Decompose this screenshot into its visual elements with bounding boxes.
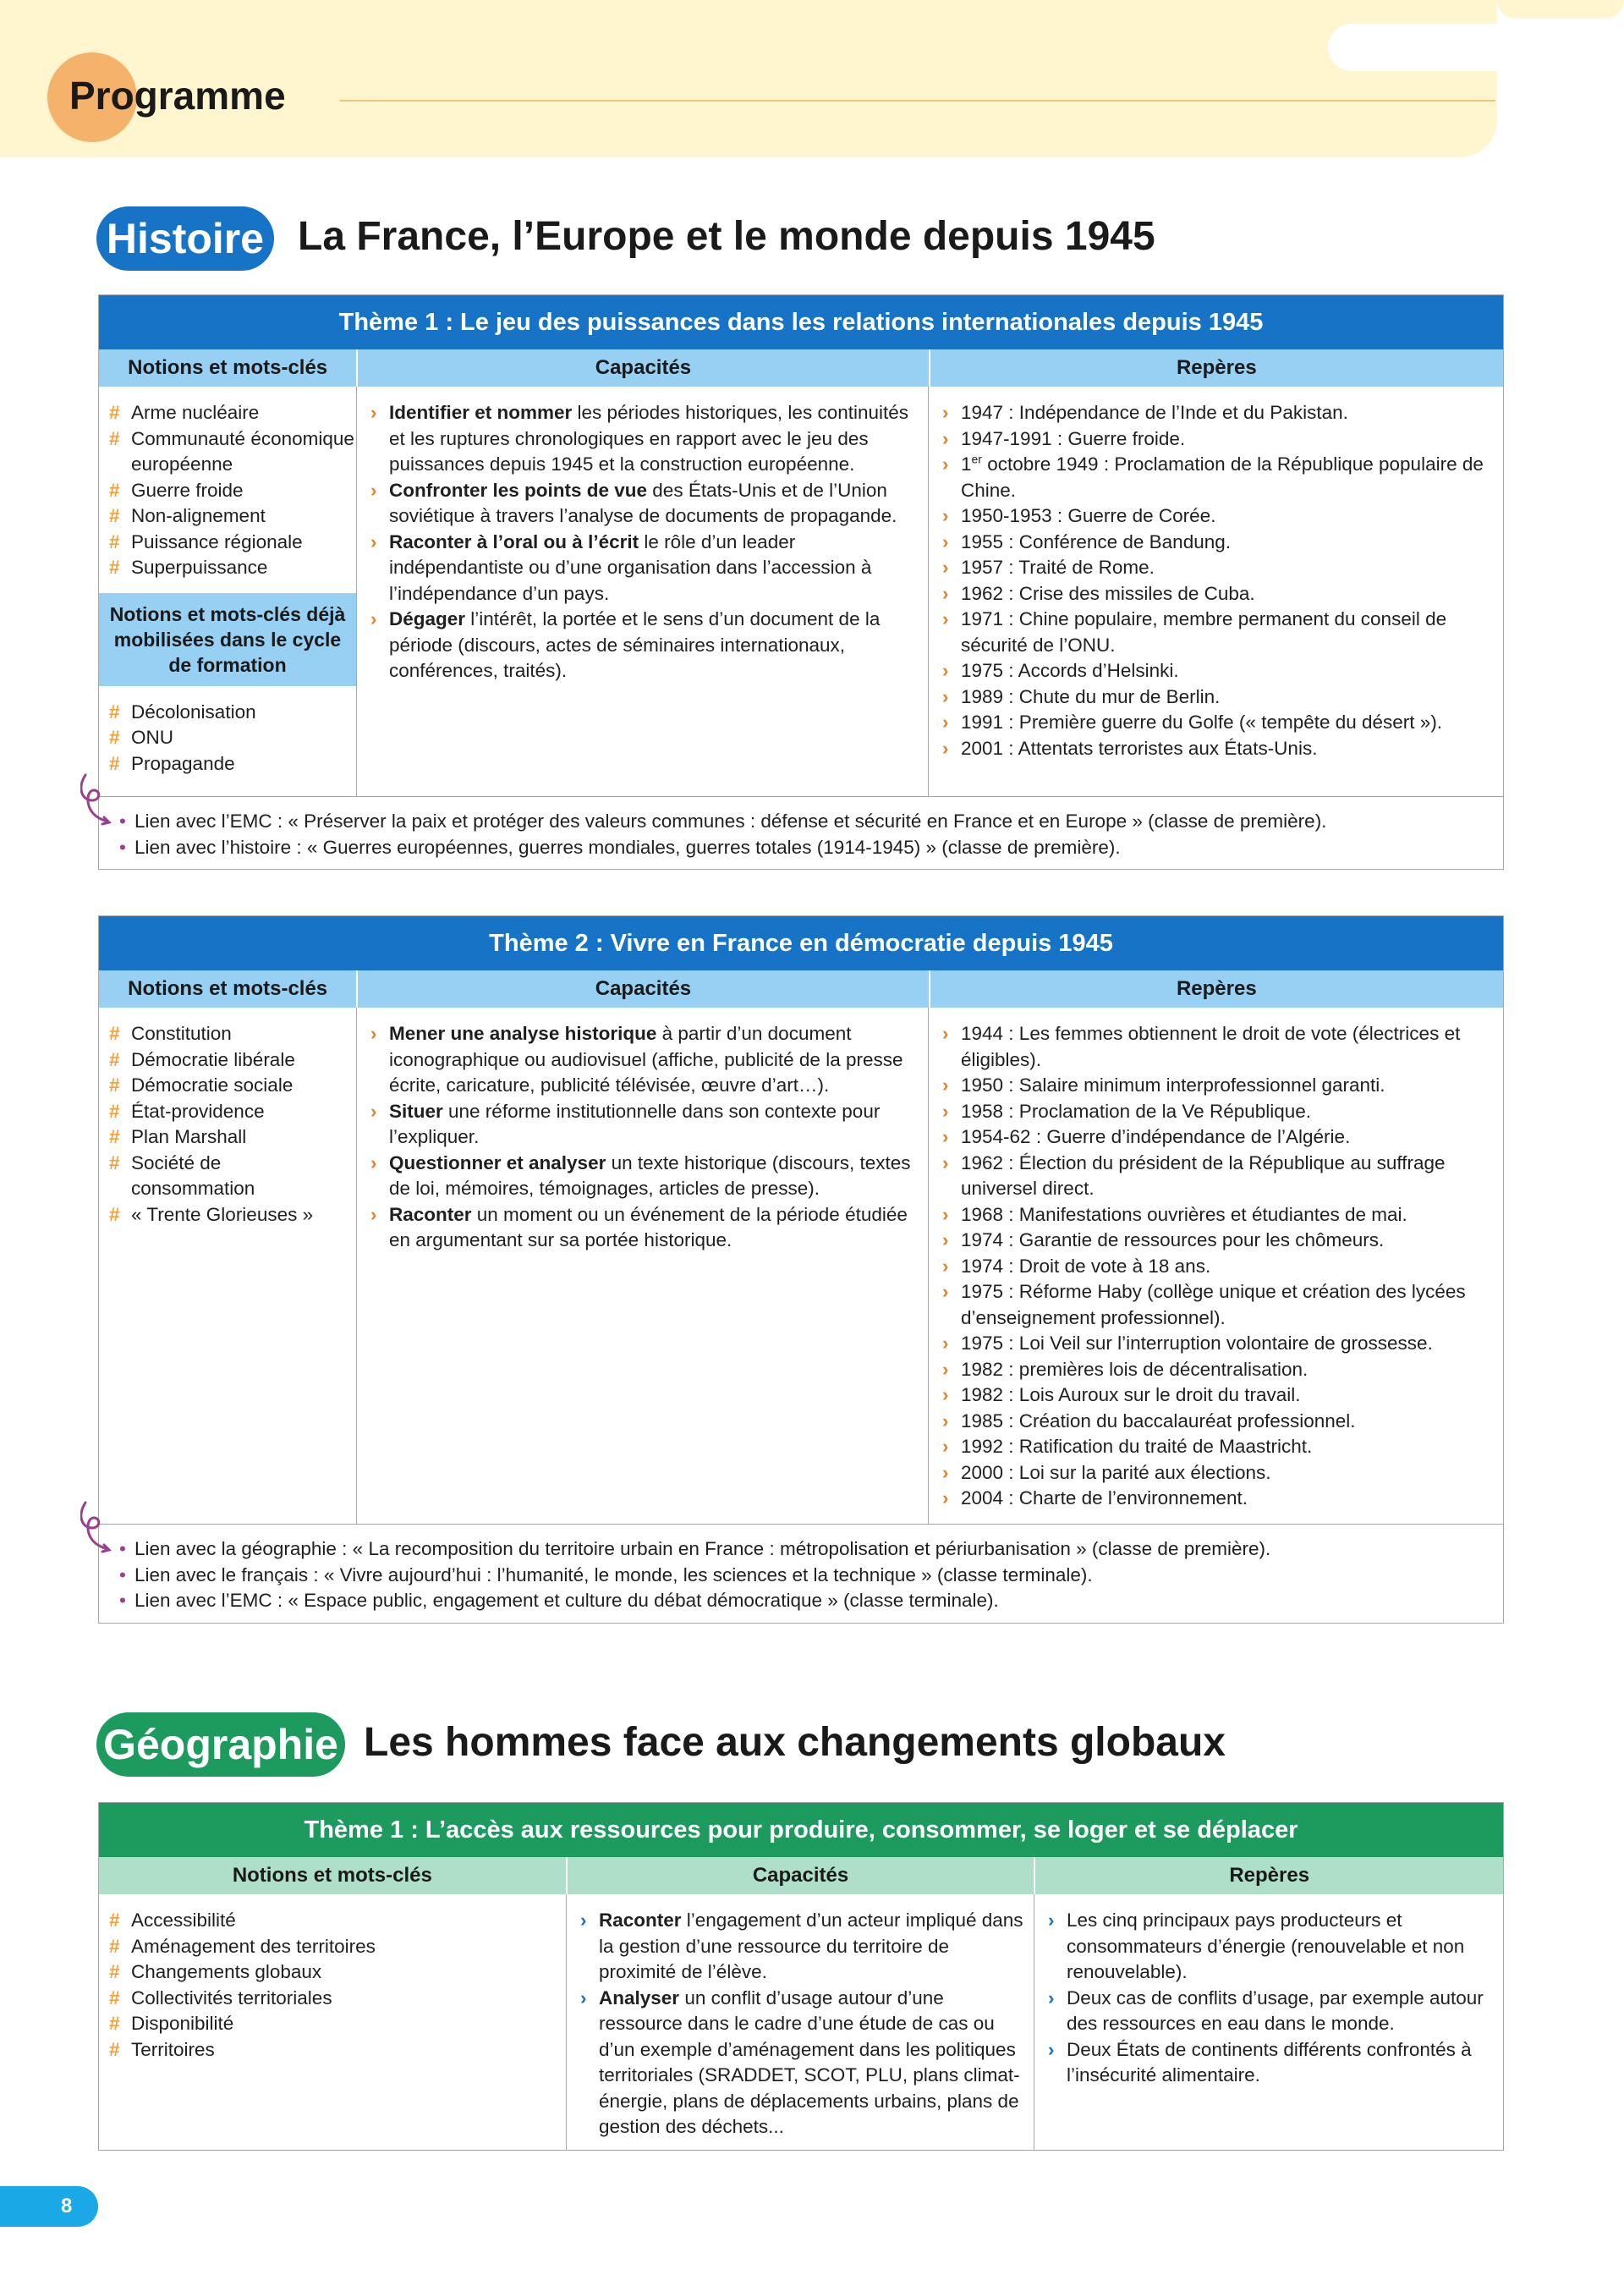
col-notions: Notions et mots-clés bbox=[99, 970, 358, 1008]
col-reperes: Repères bbox=[1035, 1857, 1503, 1894]
notion-item: # Propagande bbox=[109, 751, 346, 778]
notions-cell bbox=[99, 387, 357, 796]
capacite-item bbox=[367, 1021, 918, 1099]
notion-item: # Collectivités territoriales bbox=[109, 1986, 556, 2012]
repere-item: › 1954-62 : Guerre d’indépendance de l’Algérie. bbox=[939, 1124, 1493, 1151]
repere-item: › 1968 : Manifestations ouvrières et étudiantes de mai. bbox=[939, 1202, 1493, 1228]
capacite-text: l’engagement d’un acteur impliqué dans la gestion d’une ressource du territoire de proximité de l’élève. bbox=[599, 1910, 1023, 1982]
repere-item: › 1985 : Création du baccalauréat professionnel. bbox=[939, 1409, 1493, 1435]
col-notions: Notions et mots-clés bbox=[99, 349, 358, 387]
histoire-theme1-table bbox=[98, 294, 1504, 870]
capacite-verb: Questionner et analyser bbox=[389, 1151, 606, 1173]
repere-item: › 1944 : Les femmes obtiennent le droit de vote (électrices et éligibles). bbox=[939, 1021, 1493, 1073]
capacite-text: des États-Unis et de l’Union soviétique à travers l’analyse de documents de propagande. bbox=[389, 479, 897, 526]
capacites-cell bbox=[567, 1894, 1034, 2150]
notion-item: # État-providence bbox=[109, 1099, 346, 1125]
capacite-item bbox=[367, 530, 918, 607]
mobilised-notions-title: Notions et mots-clés déjà mobilisées dans le cycle de formation bbox=[99, 593, 356, 686]
notion-item: # Décolonisation bbox=[109, 700, 346, 726]
notion-item: # Accessibilité bbox=[109, 1908, 556, 1934]
mobilised-notions-list bbox=[109, 700, 346, 778]
capacite-verb: Raconter bbox=[389, 1203, 472, 1225]
notion-item: # Démocratie libérale bbox=[109, 1047, 346, 1074]
repere-item: › 1958 : Proclamation de la Ve République. bbox=[939, 1099, 1493, 1125]
notions-list bbox=[109, 1908, 556, 2063]
header-rule bbox=[340, 100, 1495, 102]
ordinal-suffix: er bbox=[971, 452, 982, 466]
capacite-text: l’intérêt, la portée et le sens d’un document de la période (discours, actes de séminaires internationaux, conférences, traités). bbox=[389, 608, 881, 681]
capacite-item bbox=[577, 1986, 1023, 2140]
capacites-list bbox=[577, 1908, 1023, 2140]
geographie-theme1-table bbox=[98, 1802, 1504, 2151]
notions-cell bbox=[99, 1008, 357, 1524]
capacite-verb: Situer bbox=[389, 1100, 443, 1122]
notion-item: # Disponibilité bbox=[109, 2011, 556, 2037]
lien-item: • Lien avec l’EMC : « Préserver la paix et protéger des valeurs communes : défense et sécurité en France et en Europe » (classe de première). bbox=[119, 809, 1490, 835]
reperes-list bbox=[939, 400, 1493, 761]
column-headers bbox=[99, 970, 1503, 1008]
capacite-item bbox=[367, 478, 918, 530]
page-number-tab bbox=[0, 2186, 98, 2227]
repere-date-part: 1 bbox=[961, 453, 972, 475]
notions-list bbox=[109, 1021, 346, 1228]
liens-block bbox=[99, 1524, 1503, 1623]
notion-item: # Communauté économique européenne bbox=[109, 426, 346, 478]
notion-item: # Changements globaux bbox=[109, 1959, 556, 1986]
lien-item: • Lien avec l’histoire : « Guerres européennes, guerres mondiales, guerres totales (1914-1945) » (classe de première). bbox=[119, 835, 1490, 861]
histoire-label: Histoire bbox=[96, 206, 274, 271]
capacite-text: un texte historique (discours, textes de loi, mémoires, témoignages, articles de presse). bbox=[389, 1151, 911, 1199]
notion-item: # Aménagement des territoires bbox=[109, 1934, 556, 1960]
histoire-theme2-table bbox=[98, 915, 1504, 1624]
repere-item: › 1962 : Crise des missiles de Cuba. bbox=[939, 581, 1493, 607]
capacite-item bbox=[367, 1151, 918, 1202]
col-capacites: Capacités bbox=[358, 970, 930, 1008]
link-swirl-icon bbox=[80, 772, 118, 827]
col-notions: Notions et mots-clés bbox=[99, 1857, 568, 1894]
reperes-cell bbox=[929, 1008, 1503, 1524]
capacites-list bbox=[367, 1021, 918, 1254]
header-decoration bbox=[1328, 24, 1573, 71]
reperes-cell bbox=[1034, 1894, 1503, 2150]
repere-item: › 1947-1991 : Guerre froide. bbox=[939, 426, 1493, 453]
repere-item: › 1950-1953 : Guerre de Corée. bbox=[939, 503, 1493, 530]
repere-item: › 1974 : Garantie de ressources pour les chômeurs. bbox=[939, 1228, 1493, 1254]
repere-item: › Deux cas de conflits d’usage, par exemple autour des ressources en eau dans le monde. bbox=[1045, 1986, 1493, 2037]
capacite-verb: Dégager bbox=[389, 608, 466, 629]
liens-list bbox=[119, 1536, 1490, 1614]
lien-item: • Lien avec la géographie : « La recomposition du territoire urbain en France : métropolisation et périurbanisation » (classe de première). bbox=[119, 1536, 1490, 1563]
capacites-list bbox=[367, 400, 918, 684]
theme-title: Thème 1 : L’accès aux ressources pour produire, consommer, se loger et se déplacer bbox=[99, 1803, 1503, 1857]
col-reperes: Repères bbox=[930, 349, 1503, 387]
capacite-verb: Mener une analyse historique bbox=[389, 1023, 657, 1044]
page-title: Programme bbox=[69, 74, 286, 118]
repere-item: › 1975 : Réforme Haby (collège unique et création des lycées d’enseignement professionnel). bbox=[939, 1279, 1493, 1331]
repere-item: › 1947 : Indépendance de l’Inde et du Pakistan. bbox=[939, 400, 1493, 426]
theme-body bbox=[99, 1894, 1503, 2150]
col-reperes: Repères bbox=[930, 970, 1503, 1008]
capacite-item bbox=[367, 1202, 918, 1254]
column-headers bbox=[99, 349, 1503, 387]
capacite-text: une réforme institutionnelle dans son contexte pour l’expliquer. bbox=[389, 1100, 881, 1147]
theme-title: Thème 1 : Le jeu des puissances dans les relations internationales depuis 1945 bbox=[99, 295, 1503, 349]
header-decoration-corner bbox=[1497, 0, 1624, 19]
capacite-verb: Raconter bbox=[599, 1910, 682, 1931]
capacite-text: un conflit d’usage autour d’une ressource dans le cadre d’une étude de cas ou d’un exemple d’aménagement dans les politiques territoriales (SRADDET, SCOT, PLU, plans climat-énergie, plans de déplacements urbains, plans de gestion des déchets... bbox=[599, 1987, 1020, 2137]
repere-item: › Deux États de continents différents confrontés à l’insécurité alimentaire. bbox=[1045, 2037, 1493, 2089]
repere-item: › 1971 : Chine populaire, membre permanent du conseil de sécurité de l’ONU. bbox=[939, 607, 1493, 658]
notion-item: # Puissance régionale bbox=[109, 530, 346, 556]
liens-block bbox=[99, 796, 1503, 869]
repere-item: › 2000 : Loi sur la parité aux élections. bbox=[939, 1460, 1493, 1486]
notions-cell bbox=[99, 1894, 567, 2150]
notion-item: # ONU bbox=[109, 725, 346, 751]
histoire-title: La France, l’Europe et le monde depuis 1945 bbox=[298, 214, 1155, 259]
notion-item: # Plan Marshall bbox=[109, 1124, 346, 1151]
capacites-cell bbox=[357, 1008, 929, 1524]
repere-item: › 2004 : Charte de l’environnement. bbox=[939, 1486, 1493, 1512]
column-headers bbox=[99, 1857, 1503, 1894]
capacite-verb: Analyser bbox=[599, 1987, 680, 2008]
notion-item: # Non-alignement bbox=[109, 503, 346, 530]
theme-title: Thème 2 : Vivre en France en démocratie depuis 1945 bbox=[99, 916, 1503, 970]
lien-item: • Lien avec le français : « Vivre aujourd’hui : l’humanité, le monde, les sciences et la technique » (classe terminale). bbox=[119, 1563, 1490, 1589]
capacite-item bbox=[367, 1099, 918, 1151]
capacite-item bbox=[367, 607, 918, 684]
repere-item: › 1989 : Chute du mur de Berlin. bbox=[939, 684, 1493, 711]
repere-item: › 1975 : Accords d’Helsinki. bbox=[939, 658, 1493, 684]
page-number: 8 bbox=[61, 2195, 73, 2217]
reperes-cell bbox=[929, 387, 1503, 796]
link-swirl-icon bbox=[80, 1499, 118, 1555]
notion-item: # Arme nucléaire bbox=[109, 400, 346, 426]
repere-item: › 1975 : Loi Veil sur l’interruption volontaire de grossesse. bbox=[939, 1331, 1493, 1357]
capacite-item bbox=[577, 1908, 1023, 1986]
notion-item: # Constitution bbox=[109, 1021, 346, 1047]
repere-item: › 1992 : Ratification du traité de Maastricht. bbox=[939, 1434, 1493, 1460]
notions-list bbox=[109, 400, 354, 581]
capacite-verb: Identifier et nommer bbox=[389, 402, 573, 423]
notion-item: # Guerre froide bbox=[109, 478, 346, 504]
repere-item: › 1950 : Salaire minimum interprofessionnel garanti. bbox=[939, 1073, 1493, 1099]
lien-item: • Lien avec l’EMC : « Espace public, engagement et culture du débat démocratique » (classe terminale). bbox=[119, 1588, 1490, 1614]
liens-list bbox=[119, 809, 1490, 860]
notion-item: # « Trente Glorieuses » bbox=[109, 1202, 346, 1228]
capacite-verb: Raconter à l’oral ou à l’écrit bbox=[389, 530, 639, 552]
notion-item: # Démocratie sociale bbox=[109, 1073, 346, 1099]
col-capacites: Capacités bbox=[358, 349, 930, 387]
capacite-text: le rôle d’un leader indépendantiste ou d’une organisation dans l’accession à l’indépendance d’un pays. bbox=[389, 530, 872, 604]
notion-item: # Superpuissance bbox=[109, 555, 346, 581]
capacite-verb: Confronter les points de vue bbox=[389, 479, 648, 501]
repere-item: › 2001 : Attentats terroristes aux États-Unis. bbox=[939, 736, 1493, 762]
repere-item: › Les cinq principaux pays producteurs et consommateurs d’énergie (renouvelable et non renouvelable). bbox=[1045, 1908, 1493, 1986]
repere-item: › 1962 : Élection du président de la République au suffrage universel direct. bbox=[939, 1151, 1493, 1202]
geographie-title: Les hommes face aux changements globaux bbox=[364, 1720, 1226, 1765]
capacite-text: un moment ou un événement de la période étudiée en argumentant sur sa portée historique. bbox=[389, 1203, 908, 1250]
repere-item bbox=[939, 452, 1493, 503]
repere-item: › 1955 : Conférence de Bandung. bbox=[939, 530, 1493, 556]
repere-item: › 1957 : Traité de Rome. bbox=[939, 555, 1493, 581]
capacite-text: à partir d’un document iconographique ou audiovisuel (affiche, publicité de la presse écrite, caricature, publicité télévisée, œuvre d’art…). bbox=[389, 1023, 903, 1096]
theme-body bbox=[99, 1008, 1503, 1524]
repere-text: octobre 1949 : Proclamation de la République populaire de Chine. bbox=[961, 453, 1484, 501]
capacites-cell bbox=[357, 387, 929, 796]
capacite-item bbox=[367, 400, 918, 478]
reperes-list bbox=[939, 1021, 1493, 1512]
capacite-text: les périodes historiques, les continuités et les ruptures chronologiques en rapport avec le jeu des puissances depuis 1945 et la construction européenne. bbox=[389, 402, 909, 475]
notion-item: # Société de consommation bbox=[109, 1151, 346, 1202]
repere-item: › 1991 : Première guerre du Golfe (« tempête du désert »). bbox=[939, 710, 1493, 736]
col-capacites: Capacités bbox=[568, 1857, 1036, 1894]
repere-item: › 1982 : premières lois de décentralisation. bbox=[939, 1357, 1493, 1383]
geographie-label: Géographie bbox=[96, 1712, 345, 1777]
theme-body bbox=[99, 387, 1503, 796]
notion-item: # Territoires bbox=[109, 2037, 556, 2063]
repere-item: › 1974 : Droit de vote à 18 ans. bbox=[939, 1254, 1493, 1280]
reperes-list bbox=[1045, 1908, 1493, 2089]
repere-item: › 1982 : Lois Auroux sur le droit du travail. bbox=[939, 1382, 1493, 1409]
